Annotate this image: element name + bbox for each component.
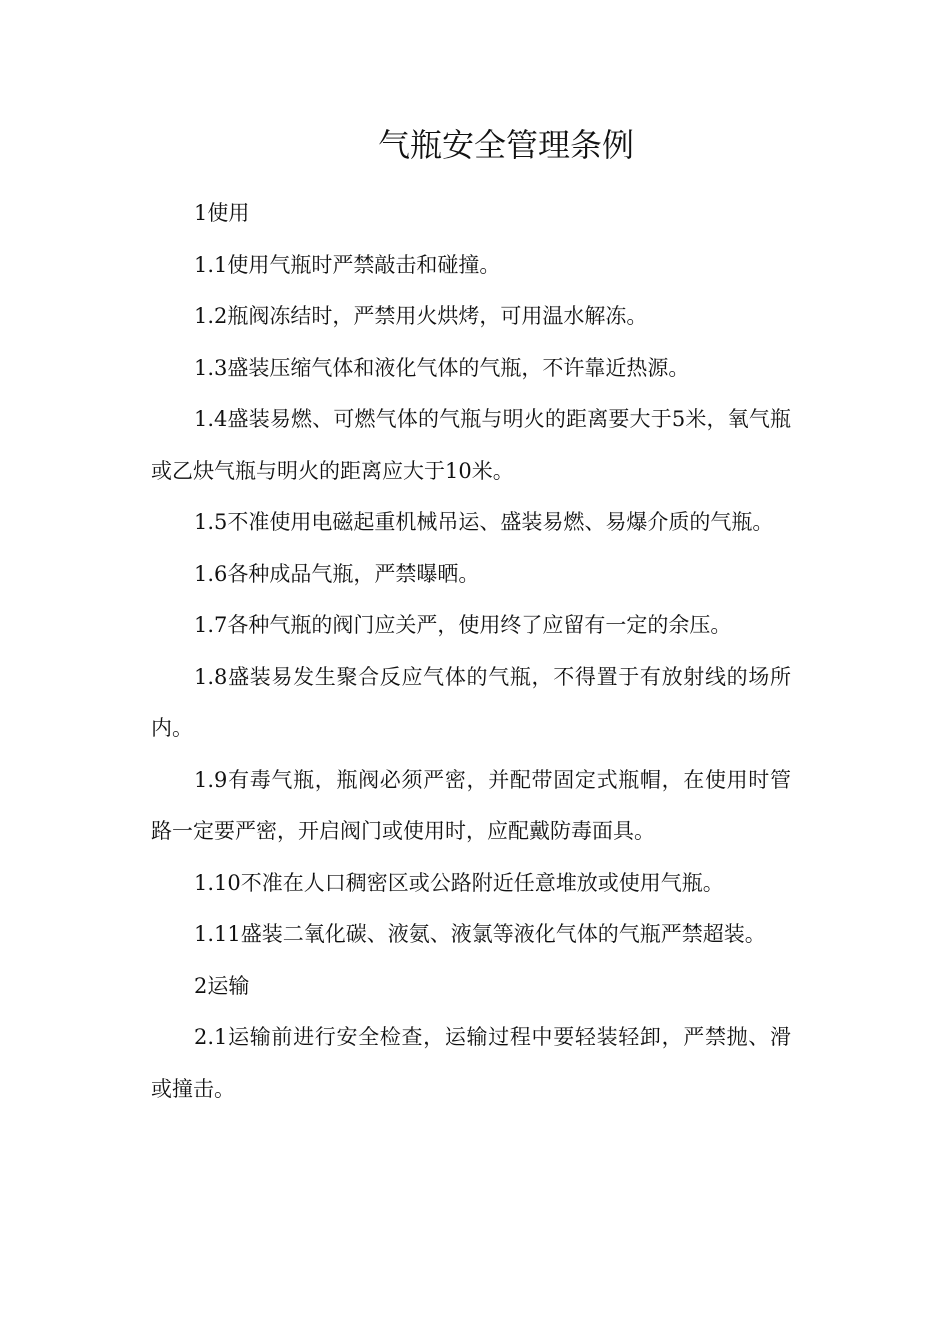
paragraph-1-6: 1.6各种成品气瓶，严禁曝晒。 [194, 561, 480, 586]
paragraph-1-7: 1.7各种气瓶的阀门应关严，使用终了应留有一定的余压。 [194, 613, 732, 637]
paragraph-2-1: 2.1运输前进行安全检查，运输过程中要轻装轻卸，严禁抛、滑或撞击。 [151, 1025, 791, 1101]
paragraph-1-2: 1.2瓶阀冻结时，严禁用火烘烤，可用温水解冻。 [194, 304, 648, 328]
document-title: 气瓶安全管理条例 [377, 126, 634, 164]
paragraph-1-11: 1.11盛装二氧化碳、液氨、液氯等液化气体的气瓶严禁超装。 [194, 922, 766, 946]
paragraph-1-10: 1.10不准在人口稠密区或公路附近任意堆放或使用气瓶。 [194, 870, 724, 895]
paragraph-1-3: 1.3盛装压缩气体和液化气体的气瓶，不许靠近热源。 [194, 355, 690, 380]
paragraph-1-5: 1.5不准使用电磁起重机械吊运、盛装易燃、易爆介质的气瓶。 [194, 510, 774, 534]
section-heading-transport: 2运输 [194, 973, 250, 998]
paragraph-1-8: 1.8盛装易发生聚合反应气体的气瓶，不得置于有放射线的场所内。 [151, 664, 791, 740]
document-body [151, 188, 791, 1115]
paragraph-1-9: 1.9有毒气瓶，瓶阀必须严密，并配带固定式瓶帽，在使用时管路一定要严密，开启阀门或使用时，应配戴防毒面具。 [151, 767, 791, 843]
section-heading-usage: 1使用 [194, 201, 250, 225]
paragraph-1-1: 1.1使用气瓶时严禁敲击和碰撞。 [194, 252, 501, 277]
paragraph-1-4: 1.4盛装易燃、可燃气体的气瓶与明火的距离要大于5米，氧气瓶或乙炔气瓶与明火的距离应大于10米。 [151, 407, 791, 483]
